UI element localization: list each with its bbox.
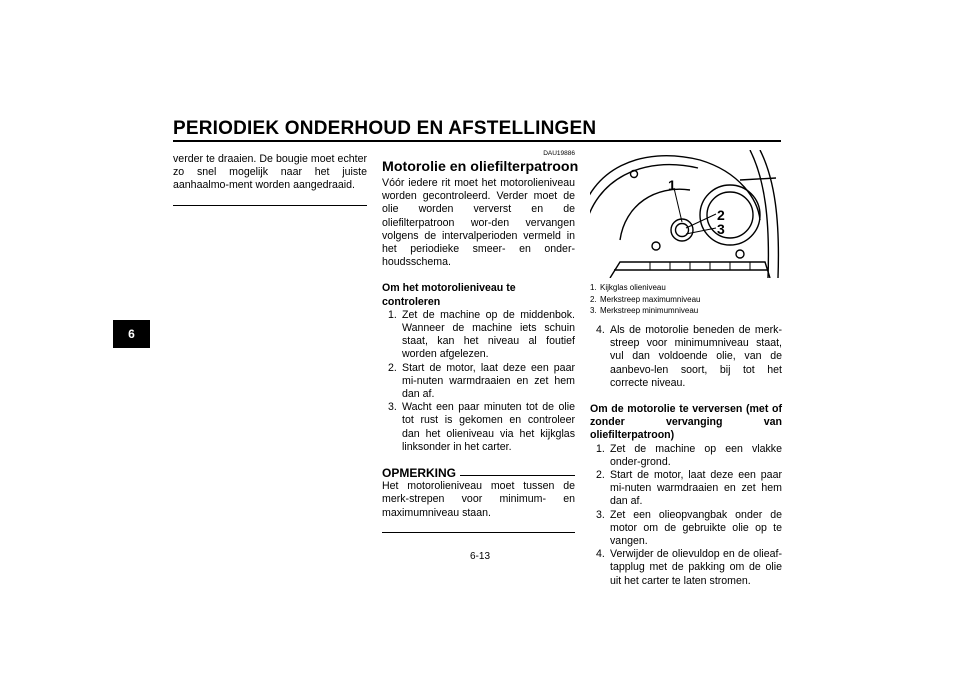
callout-1: 1 (668, 177, 676, 193)
check-steps-continued (590, 324, 782, 390)
list-item: 4. Als de motorolie beneden de merk-streep voor minimumniveau staat, vul dan voldoende olie, van de aanbevo-len soort, bij tot het correcte niveau. (596, 324, 782, 389)
end-rule (173, 205, 367, 206)
subheading-check-level: Om het motorolieniveau te controleren (382, 282, 516, 308)
note-text: Het motorolieniveau moet tussen de merk-strepen voor minimum- en maximumniveau staan. (382, 480, 575, 519)
change-steps-list (590, 443, 782, 588)
intro-paragraph: Vóór iedere rit moet het motorolieniveau worden gecontroleerd. Verder moet de olie worden ververst en de oliefilterpatroon wor-den vervangen volgens de intervalperioden vermeld in het periodieke smeer- en onder-houdsschema. (382, 177, 575, 269)
column-right (590, 324, 782, 588)
continued-paragraph: verder te draaien. De bougie moet echter zo snel mogelijk naar het juiste aanhaalmo-ment worden aangedraaid. (173, 153, 367, 192)
list-item: 1. Zet de machine op een vlakke onder-grond. (596, 442, 782, 468)
note-heading (382, 467, 575, 480)
note-end-rule (382, 532, 575, 533)
list-item: 3. Zet een olieopvangbak onder de motor om de gebruikte olie op te vangen. (596, 508, 782, 548)
list-item: 2. Start de motor, laat deze een paar mi-nuten warmdraaien en zet hem dan af. (388, 361, 575, 401)
callout-2: 2 (717, 207, 725, 223)
caption-item: 3. Merkstreep minimumniveau (590, 306, 699, 315)
column-middle (382, 150, 579, 533)
subheading-change-oil: Om de motorolie te verversen (met of zonder vervanging van oliefilterpatroon) (590, 403, 782, 442)
page-number: 6-13 (469, 551, 490, 562)
section-title: Motorolie en oliefilterpatroon (382, 159, 579, 175)
header-rule (173, 140, 781, 142)
column-left (173, 153, 367, 206)
chapter-tab: 6 (113, 320, 150, 348)
caption-item: 2. Merkstreep maximumniveau (590, 294, 701, 304)
caption-item: 1. Kijkglas olieniveau (590, 283, 666, 292)
list-item: 4. Verwijder de olievuldop en de olieaf-tapplug met de pakking om de olie uit het carter te laten stromen. (596, 548, 782, 587)
page-header-title: PERIODIEK ONDERHOUD EN AFSTELLINGEN (173, 118, 597, 139)
check-steps-list (382, 309, 575, 454)
note-label: OPMERKING (382, 466, 457, 481)
engine-illustration (590, 150, 782, 278)
figure-captions (590, 282, 782, 317)
callout-3: 3 (717, 221, 725, 237)
list-item: 2. Start de motor, laat deze een paar mi-nuten warmdraaien en zet hem dan af. (596, 469, 782, 508)
reference-code: DAU19886 (543, 150, 575, 157)
list-item: 3. Wacht een paar minuten tot de olie tot rust is gekomen en controleer dan het olieniveau via het kijkglas linksonder in het carter. (388, 401, 575, 453)
list-item: 1. Zet de machine op de middenbok. Wanneer de machine iets schuin staat, kan het niveau al foutief worden afgelezen. (388, 308, 575, 361)
engine-oil-figure (590, 150, 782, 278)
note-rule (460, 475, 575, 476)
